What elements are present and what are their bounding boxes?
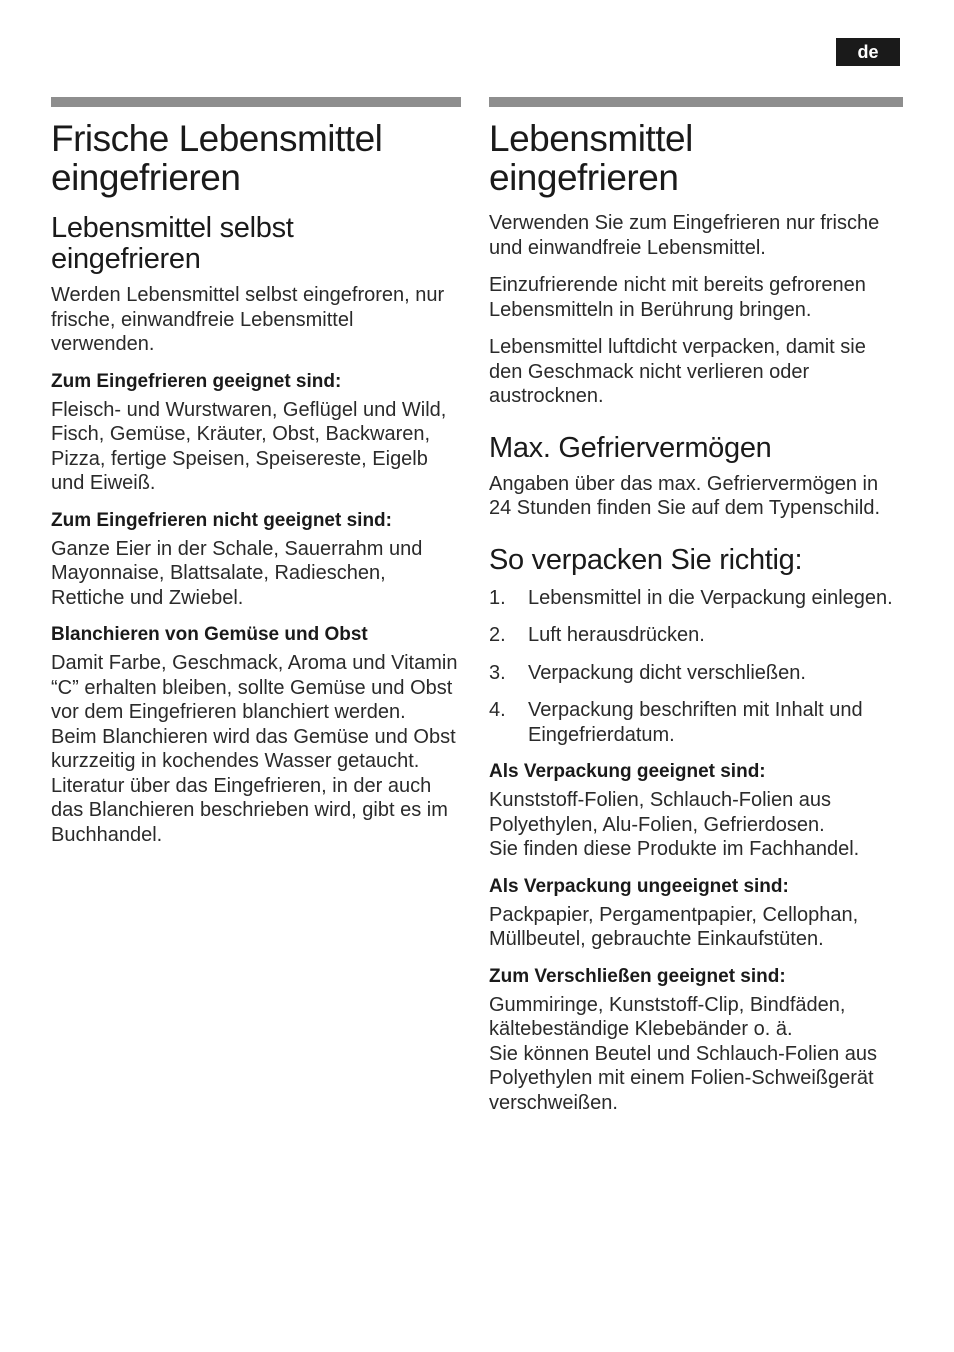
- list-item: [489, 661, 903, 686]
- list-item: [489, 623, 903, 648]
- title-line-1: Lebensmittel: [489, 118, 693, 159]
- title-line-2: eingefrieren: [489, 157, 679, 198]
- unsuitable-text: Ganze Eier in der Schale, Sauerrahm und Mayonnaise, Blattsalate, Radieschen, Rettiche und Zwiebel.: [51, 537, 423, 609]
- suitable-packaging-heading: Als Verpackung geeignet sind:: [489, 761, 766, 782]
- freezing-paragraph-2: Einzufrierende nicht mit bereits gefrorenen Lebensmitteln in Berührung bringen.: [489, 274, 866, 321]
- list-item: [489, 586, 903, 611]
- unsuitable-packaging-text: Packpapier, Pergamentpapier, Cellophan, Müllbeutel, gebrauchte Einkaufstüten.: [489, 903, 859, 950]
- closing-heading: Zum Verschließen geeignet sind:: [489, 965, 786, 987]
- subtitle-line-2: eingefrieren: [51, 243, 201, 275]
- step-number: 4.: [489, 699, 506, 721]
- blanching-paragraph-2: Beim Blanchieren wird das Gemüse und Obst kurzzeitig in kochendes Wasser getaucht.: [51, 725, 456, 772]
- packing-steps-list: [489, 586, 903, 748]
- suitable-packaging-text: Kunststoff-Folien, Schlauch-Folien aus Polyethylen, Alu-Folien, Gefrierdosen.: [489, 789, 832, 836]
- right-column: [489, 97, 903, 1115]
- packing-heading: So verpacken Sie richtig:: [489, 543, 803, 576]
- language-badge: de: [836, 38, 900, 66]
- page-title-right: [489, 119, 903, 197]
- step-text: Luft herausdrücken.: [528, 624, 705, 646]
- step-number: 1.: [489, 586, 506, 609]
- step-text: Verpackung dicht verschließen.: [528, 661, 806, 684]
- closing-note: Sie können Beutel und Schlauch-Folien aus Polyethylen mit einem Folien-Schweißgerät verschweißen.: [489, 1042, 878, 1114]
- subtitle-line-1: Lebensmittel selbst: [51, 212, 294, 244]
- list-item: [489, 698, 903, 747]
- title-line-2: eingefrieren: [51, 157, 241, 198]
- section-heading-self-freezing: [51, 213, 461, 275]
- blanching-paragraph-3: Literatur über das Eingefrieren, in der auch das Blanchieren beschrieben wird, gibt es im Buchhandel.: [51, 774, 448, 846]
- page-title-left: [51, 119, 461, 197]
- section-divider: [489, 97, 903, 107]
- suitable-text: Fleisch- und Wurstwaren, Geflügel und Wild, Fisch, Gemüse, Kräuter, Obst, Backwaren, Pizza, fertige Speisen, Speisereste, Eigelb und Eiweiß.: [51, 398, 447, 494]
- suitable-heading: Zum Eingefrieren geeignet sind:: [51, 370, 342, 392]
- left-column: [51, 97, 461, 847]
- closing-text: Gummiringe, Kunststoff-Clip, Bindfäden, kältebeständige Klebebänder o. ä.: [489, 993, 846, 1040]
- intro-paragraph: Werden Lebensmittel selbst eingefroren, nur frische, einwandfreie Lebensmittel verwenden.: [51, 284, 445, 355]
- suitable-packaging-note: Sie finden diese Produkte im Fachhandel.: [489, 838, 860, 860]
- section-divider: [51, 97, 461, 107]
- blanching-heading: Blanchieren von Gemüse und Obst: [51, 624, 368, 645]
- step-text: Verpackung beschriften mit Inhalt und Eingefrierdatum.: [528, 699, 863, 746]
- step-text: Lebensmittel in die Verpackung einlegen.: [528, 586, 893, 609]
- capacity-text: Angaben über das max. Gefriervermögen in 24 Stunden finden Sie auf dem Typenschild.: [489, 472, 881, 519]
- title-line-1: Frische Lebensmittel: [51, 118, 383, 159]
- freezing-paragraph-1: Verwenden Sie zum Eingefrieren nur frische und einwandfreie Lebensmittel.: [489, 212, 880, 259]
- step-number: 3.: [489, 661, 506, 684]
- unsuitable-packaging-heading: Als Verpackung ungeeignet sind:: [489, 875, 789, 897]
- unsuitable-heading: Zum Eingefrieren nicht geeignet sind:: [51, 509, 392, 531]
- blanching-paragraph-1: Damit Farbe, Geschmack, Aroma und Vitamin “C” erhalten bleiben, sollte Gemüse und Obst vor dem Eingefrieren blanchiert werden.: [51, 652, 458, 723]
- capacity-heading: Max. Gefriervermögen: [489, 431, 772, 464]
- freezing-paragraph-3: Lebensmittel luftdicht verpacken, damit sie den Geschmack nicht verlieren oder austrocknen.: [489, 336, 866, 407]
- step-number: 2.: [489, 624, 506, 646]
